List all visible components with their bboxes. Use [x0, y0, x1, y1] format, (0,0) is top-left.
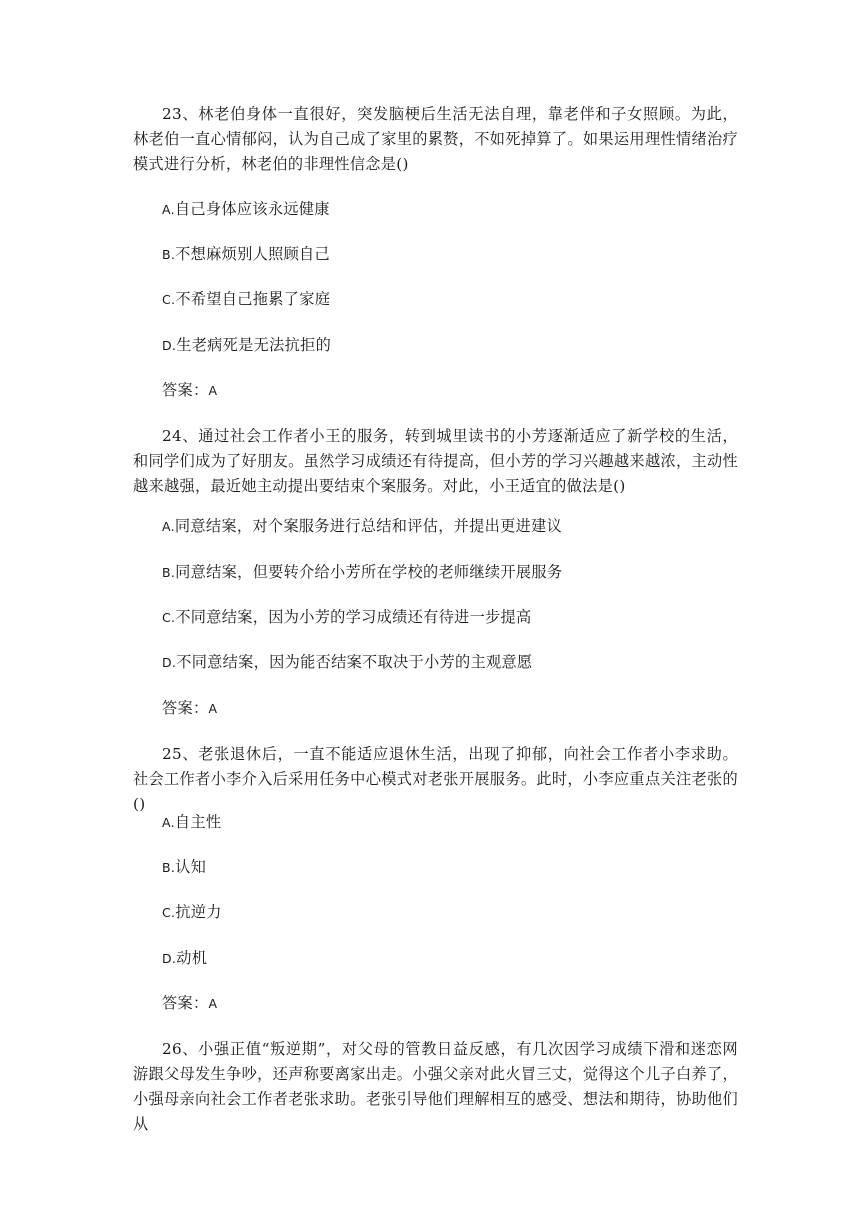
question-24-stem: 24、通过社会工作者小王的服务，转到城里读书的小芳逐渐适应了新学校的生活，和同学们成为了好朋友。虽然学习成绩还有待提高，但小芳的学习兴趣越来越浓，主动性越来越强，最近她主动提出要结束个案服务。对此，小王适宜的做法是() — [133, 427, 738, 495]
question-23-stem: 23、林老伯身体一直很好，突发脑梗后生活无法自理，靠老伴和子女照顾。为此，林老伯一直心情郁闷，认为自己成了家里的累赘，不如死掉算了。如果运用理性情绪治疗模式进行分析，林老伯的非理性信念是() — [133, 105, 738, 173]
question-25-stem: 25、老张退休后，一直不能适应退休生活，出现了抑郁，向社会工作者小李求助。社会工作者小李介入后采用任务中心模式对老张开展服务。此时，小李应重点关注老张的() — [133, 745, 738, 813]
question-24-answer: 答案：A — [162, 699, 218, 717]
question-24-option-c: C.不同意结案，因为小芳的学习成绩还有待进一步提高 — [162, 608, 532, 626]
question-23-option-b: B.不想麻烦别人照顾自己 — [162, 245, 331, 263]
question-23-option-a: A.自己身体应该永远健康 — [162, 200, 330, 218]
question-24-option-a: A.同意结案，对个案服务进行总结和评估，并提出更进建议 — [162, 517, 563, 535]
question-23-option-d: D.生老病死是无法抗拒的 — [162, 336, 332, 354]
question-26-stem: 26、小强正值“叛逆期”，对父母的管教日益反感，有几次因学习成绩下滑和迷恋网游跟父母发生争吵，还声称要离家出走。小强父亲对此火冒三丈，觉得这个儿子白养了，小强母亲向社会工作者老张求助。老张引导他们理解相互的感受、想法和期待，协助他们从 — [133, 1040, 738, 1133]
question-23-option-c: C.不希望自己拖累了家庭 — [162, 290, 331, 308]
question-25-option-c: C.抗逆力 — [162, 903, 222, 921]
question-25-option-b: B.认知 — [162, 858, 207, 876]
question-25-option-d: D.动机 — [162, 949, 208, 967]
question-25-option-a: A.自主性 — [162, 813, 222, 831]
question-24-option-b: B.同意结案，但要转介给小芳所在学校的老师继续开展服务 — [162, 563, 563, 581]
question-25-answer: 答案：A — [162, 994, 218, 1012]
question-24-option-d: D.不同意结案，因为能否结案不取决于小芳的主观意愿 — [162, 653, 533, 671]
question-23-answer: 答案：A — [162, 381, 218, 399]
